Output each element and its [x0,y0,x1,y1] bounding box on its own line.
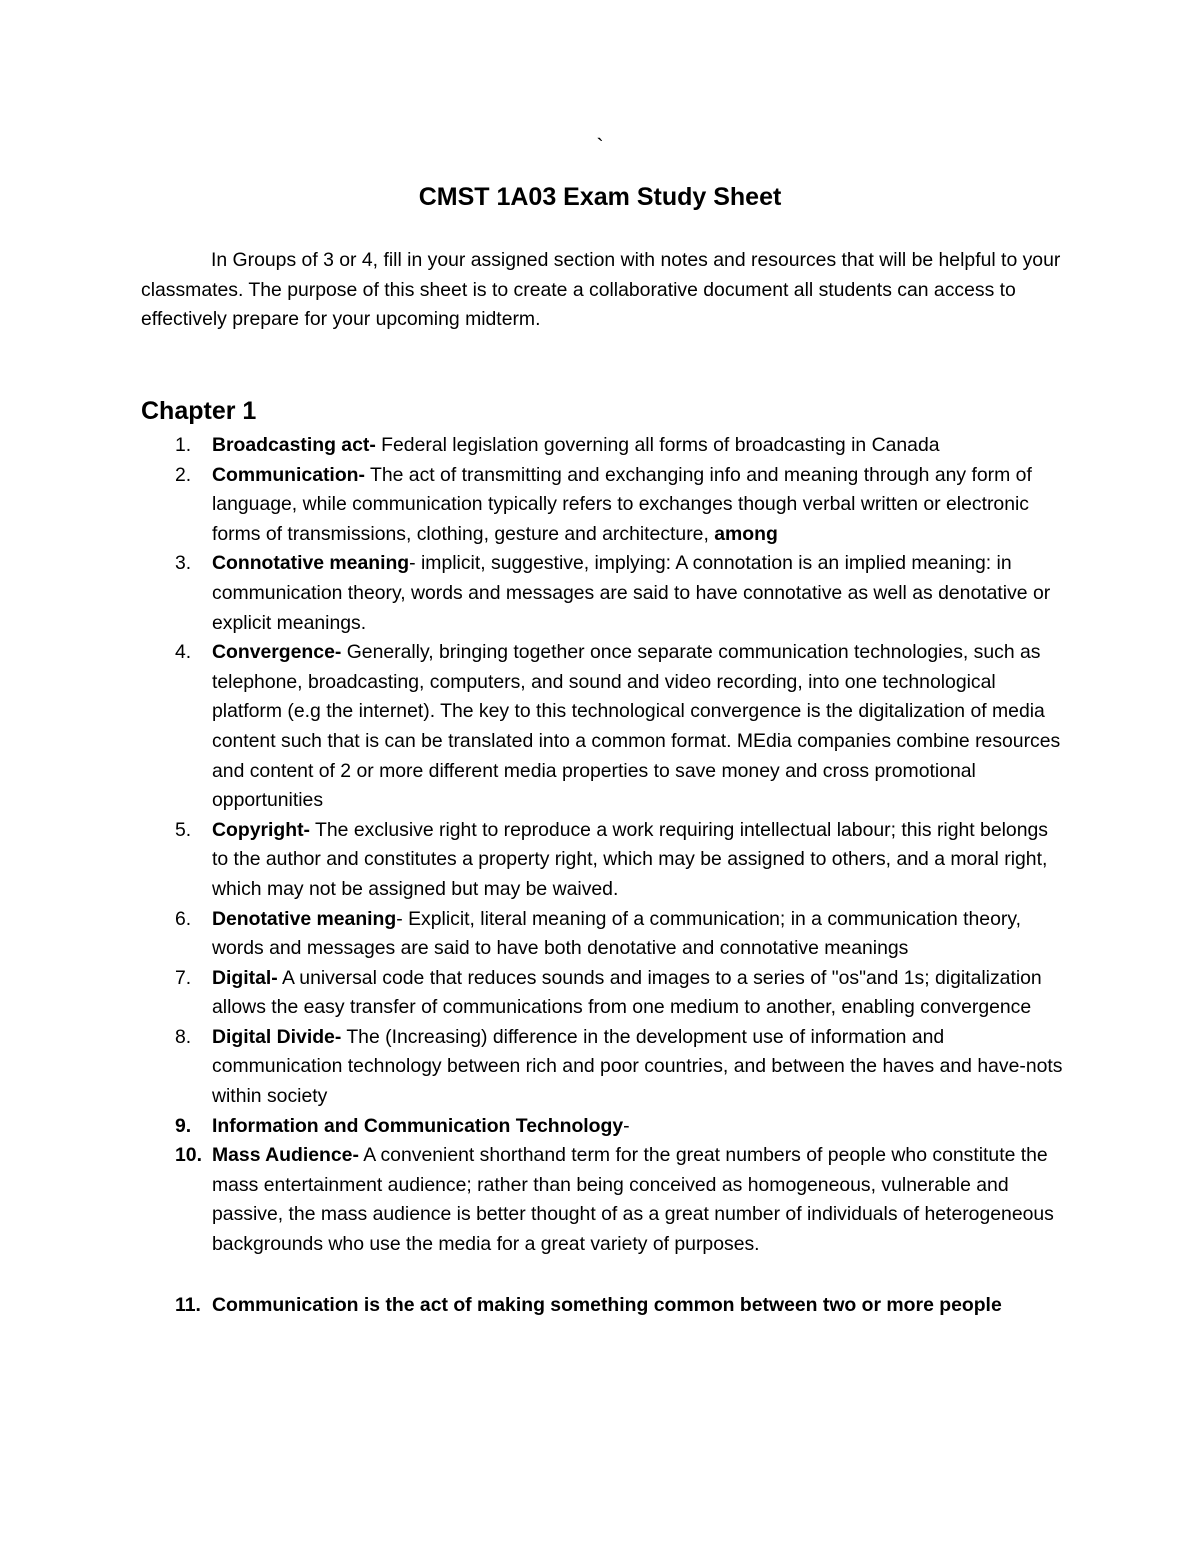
list-item [141,461,1066,550]
item-number: 3. [175,552,192,575]
item-definition: - [623,1114,630,1137]
item-definition: - implicit, suggestive, implying: A connotation is an implied meaning: in communication theory, words and messages are said to have connotative as well as denotative or explicit meanings. [212,552,1051,634]
list-item [141,905,1066,964]
item-term: Communication- [212,463,365,486]
item-definition: The act of transmitting and exchanging info and meaning through any form of language, while communication typically refers to exchanges though verbal written or electronic forms of transmissions, clothing, gesture and architecture, [212,463,1032,545]
list-item [141,1112,1066,1142]
item-definition: A universal code that reduces sounds and images to a series of "os"and 1s; digitalization allows the easy transfer of communications from one medium to another, enabling convergence [212,966,1042,1019]
item-number: 4. [175,641,192,664]
item-term: Digital Divide- [212,1025,342,1048]
item-number: 7. [175,966,192,989]
item-trailing-bold: among [714,522,778,545]
item-term: Connotative meaning [212,552,410,575]
item-term: Copyright- [212,818,311,841]
list-item [141,431,1066,461]
statement-text: Communication is the act of making something common between two or more people [212,1294,1002,1317]
item-definition: Federal legislation governing all forms of broadcasting in Canada [375,434,940,456]
item-term: Broadcasting act- [212,434,376,456]
item-term: Convergence- [212,641,342,664]
glossary-list [141,431,1066,1321]
intro-paragraph: In Groups of 3 or 4, fill in your assigned section with notes and resources that will be helpful to your classmates. The purpose of this sheet is to create a collaborative document all students can access to effectively prepare for your upcoming midterm. [141,249,1061,331]
stray-mark: ` [596,134,604,159]
list-item [141,1023,1066,1112]
item-term: Digital- [212,966,278,989]
page-title: CMST 1A03 Exam Study Sheet [418,183,782,211]
list-item [141,1141,1066,1259]
item-number: 5. [175,818,192,841]
list-spacer [141,1260,1066,1290]
list-item [141,816,1066,905]
item-number: 6. [175,907,192,930]
item-number: 9. [175,1114,192,1137]
item-term: Denotative meaning [212,907,397,930]
item-number: 8. [175,1025,192,1048]
list-item [141,964,1066,1023]
item-number: 2. [175,463,192,486]
list-item [141,638,1066,816]
item-definition: The exclusive right to reproduce a work requiring intellectual labour; this right belongs to the author and constitutes a property right, which may be assigned to others, and a moral right, which may not be assigned but may be waived. [212,818,1048,900]
chapter-heading: Chapter 1 [141,397,257,425]
item-term: Information and Communication Technology [212,1114,624,1137]
item-definition: The (Increasing) difference in the development use of information and communication technology between rich and poor countries, and between the haves and have-nots within society [212,1025,1063,1108]
item-term: Mass Audience- [212,1144,359,1167]
item-definition: A convenient shorthand term for the great numbers of people who constitute the mass entertainment audience; rather than being conceived as homogeneous, vulnerable and passive, the mass audience is better thought of as a great number of individuals of heterogeneous backgrounds who use the media for a great variety of purposes. [212,1144,1054,1256]
item-number: 1. [175,434,192,456]
item-definition: Generally, bringing together once separate communication technologies, such as telephone, broadcasting, computers, and sound and video recording, into one technological platform (e.g the internet). The key to this technological convergence is the digitalization of media content such that is can be translated into a common format. MEdia companies combine resources and content of 2 or more different media properties to save money and cross promotional opportunities [212,641,1061,812]
list-item [141,549,1066,638]
item-number: 11. [175,1294,201,1317]
item-number: 10. [175,1144,202,1167]
item-definition: - Explicit, literal meaning of a communication; in a communication theory, words and messages are said to have both denotative and connotative meanings [212,907,1021,960]
list-item-statement [141,1289,1066,1321]
